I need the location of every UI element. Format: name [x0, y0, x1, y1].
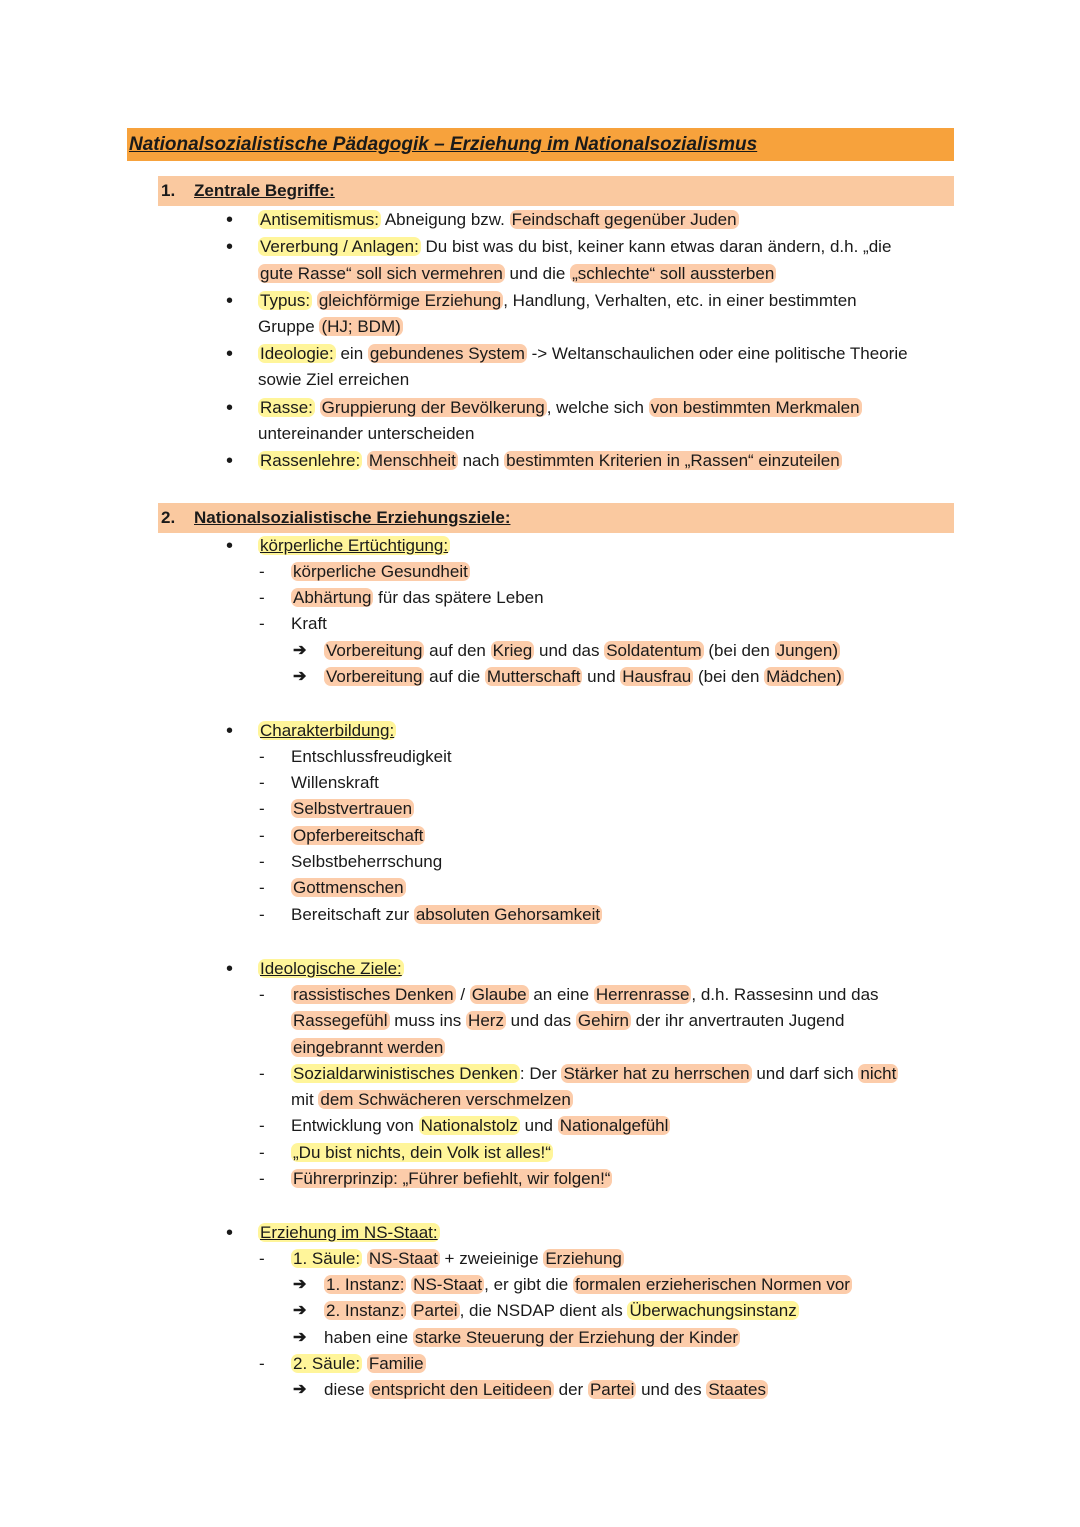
highlighted-text: Hausfrau	[622, 667, 692, 686]
text-line	[258, 341, 908, 367]
highlighted-text: Partei	[589, 1380, 635, 1399]
dash-marker: -	[259, 614, 265, 633]
section-label: Nationalsozialistische Erziehungsziele:	[194, 508, 511, 527]
dash-marker: -	[259, 1249, 265, 1268]
text-line	[258, 207, 739, 233]
text-line	[291, 796, 414, 822]
text-segment: : Der	[519, 1064, 562, 1083]
text-line	[324, 1377, 768, 1403]
section-heading-1	[158, 176, 954, 206]
bullet-marker: •	[226, 450, 234, 472]
highlighted-text: Vererbung / Anlagen:	[260, 237, 419, 256]
text-line	[258, 533, 450, 559]
highlighted-text: Krieg	[492, 641, 533, 660]
text-segment: und	[582, 667, 621, 686]
bullet-marker: •	[226, 290, 234, 312]
dash-marker: -	[259, 588, 265, 607]
dash-marker: -	[259, 985, 265, 1004]
highlighted-text: Mutterschaft	[486, 667, 581, 686]
text-segment: nach	[457, 451, 505, 470]
highlighted-text: Partei	[413, 1301, 458, 1320]
bullet-marker: •	[226, 236, 234, 258]
dash-marker: -	[259, 562, 265, 581]
highlighted-text: „schlechte“ soll aussterben	[572, 264, 775, 283]
highlighted-text: Gruppierung der Bevölkerung	[321, 398, 545, 417]
highlighted-text: Sozialdarwinistisches Denken	[293, 1064, 518, 1083]
text-line	[258, 1220, 440, 1246]
text-line	[291, 559, 470, 585]
highlighted-text: Opferbereitschaft	[293, 826, 424, 845]
text-line	[258, 956, 404, 982]
highlighted-text: Rassegefühl	[293, 1011, 388, 1030]
highlighted-text: körperliche Gesundheit	[293, 562, 468, 581]
arrow-marker: ➔	[293, 1302, 307, 1319]
highlighted-text: Ideologische Ziele:	[260, 959, 402, 978]
highlighted-text: Soldatentum	[606, 641, 702, 660]
highlighted-text: Nationalstolz	[420, 1116, 518, 1135]
bullet-marker: •	[226, 720, 234, 742]
highlighted-text: 2. Säule:	[293, 1354, 361, 1373]
text-line	[291, 770, 379, 796]
text-segment: (bei den	[703, 641, 775, 660]
text-segment: Du bist was du bist, keiner kann etwas daran ändern, d.h. „die	[420, 237, 892, 256]
highlighted-text: Erziehung im NS-Staat:	[260, 1223, 438, 1242]
highlighted-text: starke Steuerung der Erziehung der Kinder	[414, 1328, 739, 1347]
highlighted-text: NS-Staat	[368, 1249, 438, 1268]
text-line	[258, 234, 891, 260]
text-line	[258, 718, 396, 744]
highlighted-text: 1. Säule:	[293, 1249, 361, 1268]
text-line	[291, 1035, 445, 1061]
highlighted-text: körperliche Ertüchtigung:	[260, 536, 449, 555]
highlighted-text: Erziehung	[545, 1249, 622, 1268]
text-line	[291, 1087, 573, 1113]
document-title: Nationalsozialistische Pädagogik – Erziehung im Nationalsozialismus	[127, 128, 954, 161]
text-segment: ein	[335, 344, 368, 363]
text-line	[291, 1246, 624, 1272]
text-line	[258, 448, 842, 474]
highlighted-text: Überwachungsinstanz	[629, 1301, 797, 1320]
text-line	[291, 611, 327, 637]
text-line	[258, 261, 776, 287]
text-segment: an eine	[528, 985, 594, 1004]
text-segment: (bei den	[693, 667, 765, 686]
text-line	[291, 585, 544, 611]
text-segment: diese	[324, 1380, 370, 1399]
highlighted-text: gute Rasse“ soll sich vermehren	[260, 264, 503, 283]
dash-marker: -	[259, 1169, 265, 1188]
dash-marker: -	[259, 1354, 265, 1373]
dash-marker: -	[259, 1116, 265, 1135]
highlighted-text: dem Schwächeren verschmelzen	[320, 1090, 571, 1109]
highlighted-text: absoluten Gehorsamkeit	[415, 905, 601, 924]
highlighted-text: „Du bist nichts, dein Volk ist alles!“	[293, 1143, 551, 1162]
text-segment: haben eine	[324, 1328, 413, 1347]
text-line	[324, 1272, 852, 1298]
highlighted-text: 1. Instanz:	[326, 1275, 405, 1294]
text-segment: und	[519, 1116, 558, 1135]
section-number: 2.	[161, 508, 176, 527]
bullet-marker: •	[226, 535, 234, 557]
text-segment: untereinander unterscheiden	[258, 424, 475, 443]
highlighted-text: Mädchen)	[766, 667, 842, 686]
dash-marker: -	[259, 826, 265, 845]
text-line	[258, 314, 403, 340]
highlighted-text: Führerprinzip: „Führer befiehlt, wir folgen!“	[293, 1169, 611, 1188]
highlighted-text: 2. Instanz:	[326, 1301, 405, 1320]
text-line	[258, 421, 474, 447]
arrow-marker: ➔	[293, 1381, 307, 1398]
arrow-marker: ➔	[293, 1329, 307, 1346]
highlighted-text: Feindschaft gegenüber Juden	[511, 210, 737, 229]
dash-marker: -	[259, 905, 265, 924]
text-line	[258, 395, 862, 421]
highlighted-text: Abhärtung	[293, 588, 372, 607]
highlighted-text: Staates	[708, 1380, 766, 1399]
section-label: Zentrale Begriffe:	[194, 181, 335, 200]
highlighted-text: entspricht den Leitideen	[371, 1380, 552, 1399]
text-segment: Willenskraft	[291, 773, 379, 792]
highlighted-text: formalen erzieherischen Normen vor	[574, 1275, 850, 1294]
text-segment: Abneigung bzw.	[381, 210, 510, 229]
text-line	[258, 367, 409, 393]
highlighted-text: Vorbereitung	[326, 667, 423, 686]
dash-marker: -	[259, 878, 265, 897]
text-line	[291, 902, 602, 928]
highlighted-text: Familie	[368, 1354, 424, 1373]
text-line	[324, 1325, 740, 1351]
text-segment: sowie Ziel erreichen	[258, 370, 410, 389]
bullet-marker: •	[226, 397, 234, 419]
highlighted-text: Menschheit	[368, 451, 456, 470]
highlighted-text: gebundenes System	[369, 344, 525, 363]
text-segment: muss ins	[389, 1011, 467, 1030]
dash-marker: -	[259, 773, 265, 792]
highlighted-text: Typus:	[260, 291, 311, 310]
bullet-marker: •	[226, 958, 234, 980]
text-line	[291, 1166, 612, 1192]
text-line	[291, 744, 452, 770]
text-segment: und das	[534, 641, 605, 660]
highlighted-text: Stärker hat zu herrschen	[563, 1064, 750, 1083]
text-segment: , die NSDAP dient als	[459, 1301, 628, 1320]
text-line	[324, 1298, 799, 1324]
highlighted-text: Gehirn	[577, 1011, 629, 1030]
text-segment: und darf sich	[751, 1064, 859, 1083]
highlighted-text: Herz	[468, 1011, 504, 1030]
bullet-marker: •	[226, 1222, 234, 1244]
highlighted-text: NS-Staat	[413, 1275, 483, 1294]
highlighted-text: von bestimmten Merkmalen	[650, 398, 860, 417]
text-line	[291, 982, 879, 1008]
text-segment: -> Weltanschaulichen oder eine politische Theorie	[526, 344, 908, 363]
highlighted-text: (HJ; BDM)	[321, 317, 401, 336]
highlighted-text: gleichförmige Erziehung	[318, 291, 502, 310]
text-segment	[315, 398, 320, 417]
text-line	[291, 823, 425, 849]
text-segment: , Handlung, Verhalten, etc. in einer bestimmten	[503, 291, 857, 310]
text-line	[324, 664, 844, 690]
text-segment: und die	[504, 264, 571, 283]
highlighted-text: nicht	[860, 1064, 897, 1083]
arrow-marker: ➔	[293, 642, 307, 659]
dash-marker: -	[259, 799, 265, 818]
text-line	[291, 849, 442, 875]
text-segment: auf die	[424, 667, 485, 686]
text-line	[291, 875, 406, 901]
text-segment: Gruppe	[258, 317, 320, 336]
arrow-marker: ➔	[293, 1276, 307, 1293]
highlighted-text: Gottmenschen	[293, 878, 404, 897]
section-number: 1.	[161, 181, 176, 200]
highlighted-text: Glaube	[471, 985, 527, 1004]
dash-marker: -	[259, 1064, 265, 1083]
text-segment: Kraft	[291, 614, 327, 633]
text-segment: der ihr anvertrauten Jugend	[630, 1011, 845, 1030]
text-line	[324, 638, 840, 664]
text-segment: + zweieinige	[439, 1249, 544, 1268]
highlighted-text: Antisemitismus:	[260, 210, 380, 229]
text-line	[291, 1113, 670, 1139]
text-segment: mit	[291, 1090, 319, 1109]
text-segment: der	[553, 1380, 588, 1399]
dash-marker: -	[259, 852, 265, 871]
highlighted-text: Herrenrasse	[595, 985, 690, 1004]
text-line	[258, 288, 857, 314]
text-line	[291, 1351, 426, 1377]
text-segment: Selbstbeherrschung	[291, 852, 443, 871]
text-segment: und des	[636, 1380, 707, 1399]
text-segment: für das spätere Leben	[373, 588, 544, 607]
text-segment: , welche sich	[546, 398, 649, 417]
bullet-marker: •	[226, 209, 234, 231]
highlighted-text: Selbstvertrauen	[293, 799, 413, 818]
text-line	[291, 1140, 553, 1166]
highlighted-text: Charakterbildung:	[260, 721, 395, 740]
highlighted-text: bestimmten Kriterien in „Rassen“ einzuteilen	[506, 451, 840, 470]
highlighted-text: Rasse:	[260, 398, 313, 417]
text-segment: Entwicklung von	[291, 1116, 419, 1135]
text-line	[291, 1008, 845, 1034]
highlighted-text: eingebrannt werden	[293, 1038, 444, 1057]
section-heading-2	[158, 503, 954, 533]
text-segment: , er gibt die	[484, 1275, 573, 1294]
text-segment: Entschlussfreudigkeit	[291, 747, 452, 766]
text-segment: /	[455, 985, 470, 1004]
highlighted-text: Vorbereitung	[326, 641, 423, 660]
text-segment: und das	[505, 1011, 576, 1030]
highlighted-text: Nationalgefühl	[559, 1116, 669, 1135]
dash-marker: -	[259, 747, 265, 766]
dash-marker: -	[259, 1143, 265, 1162]
highlighted-text: Jungen)	[776, 641, 838, 660]
bullet-marker: •	[226, 343, 234, 365]
text-segment: , d.h. Rassesinn und das	[691, 985, 879, 1004]
highlighted-text: Ideologie:	[260, 344, 334, 363]
text-segment: auf den	[424, 641, 491, 660]
highlighted-text: Rassenlehre:	[260, 451, 361, 470]
highlighted-text: rassistisches Denken	[293, 985, 454, 1004]
arrow-marker: ➔	[293, 668, 307, 685]
text-line	[291, 1061, 898, 1087]
text-segment: Bereitschaft zur	[291, 905, 414, 924]
